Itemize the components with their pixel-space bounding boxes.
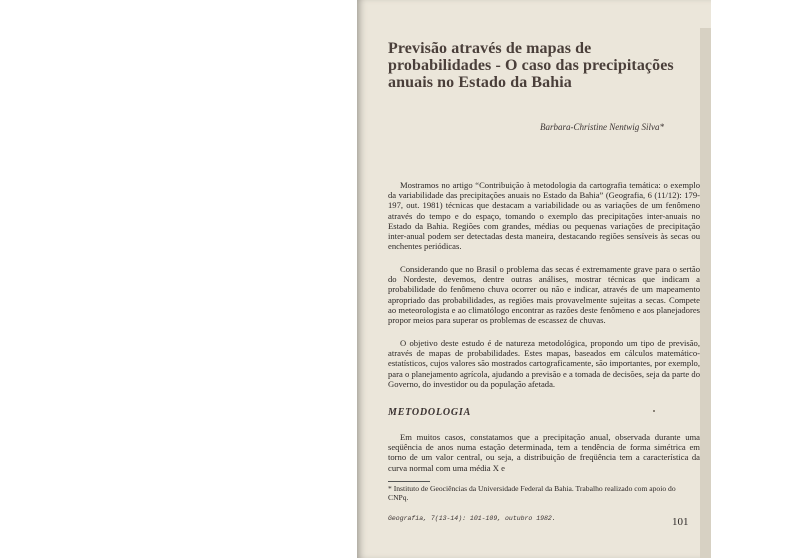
footnote-rule — [388, 481, 430, 482]
body-paragraph-2: Considerando que no Brasil o problema das secas é extremamente grave para o sertão do Nordeste, devemos, dentre outras análises, mostrar técnicas que indicam a probabilidade do fenômeno chuva ocorrer ou não e indicar, através de um mapeamento apropriado das probabilidades, as regiões mais provavelmente sujeitas a secas. Compete ao meteorologista e ao climatólogo encontrar as razões deste fenômeno e aos planejadores propor meios para superar os problemas de escassez de chuvas. — [388, 264, 700, 326]
article-title: Previsão através de mapas de probabilidades - O caso das precipitações anuais no Estado da Bahia — [388, 40, 674, 91]
page-edge-shadow — [700, 28, 711, 558]
page-number: 101 — [672, 516, 689, 528]
body-paragraph-1: Mostramos no artigo “Contribuição à metodologia da cartografia temática: o exemplo da variabilidade das precipitações anuais no Estado da Bahia” (Geografia, 6 (11/12): 179-197, out. 1981) técnicas que destacam a variabilidade ou as variações de um fenômeno através do tempo e do espaço, tomando o exemplo das precipitações inter-anuais no Estado da Bahia. Regiões com grandes, médias ou pequenas variações de precipitação inter-anual podem ser detectadas desta maneira, destacando regiões sensíveis às secas ou enchentes periódicas. — [388, 180, 700, 252]
methodology-paragraph: Em muitos casos, constatamos que a precipitação anual, observada durante uma seqüência de anos numa estação determinada, tem a tendência de forma simétrica em torno de um valor central, ou seja, a distribuição de freqüência tem a característica da curva normal com uma média X e — [388, 432, 700, 473]
footer-citation: Geografia, 7(13-14): 101-109, outubro 1982. — [388, 515, 556, 522]
section-heading-metodologia: METODOLOGIA — [388, 407, 472, 418]
body-paragraph-3: O objetivo deste estudo é de natureza metodológica, propondo um tipo de previsão, através de mapas de probabilidades. Estes mapas, baseados em cálculos matemático-estatísticos, cujos valores são mostrados cartograficamente, são importantes, por exemplo, para o planejamento agrícola, ajudando a previsão e a tomada de decisões, seja da parte do Governo, do investidor ou da população afetada. — [388, 338, 700, 389]
article-author: Barbara-Christine Nentwig Silva* — [540, 122, 665, 132]
scan-speck — [653, 410, 655, 412]
footnote: * Instituto de Geociências da Universidade Federal da Bahia. Trabalho realizado com apoio do CNPq. — [388, 484, 676, 502]
